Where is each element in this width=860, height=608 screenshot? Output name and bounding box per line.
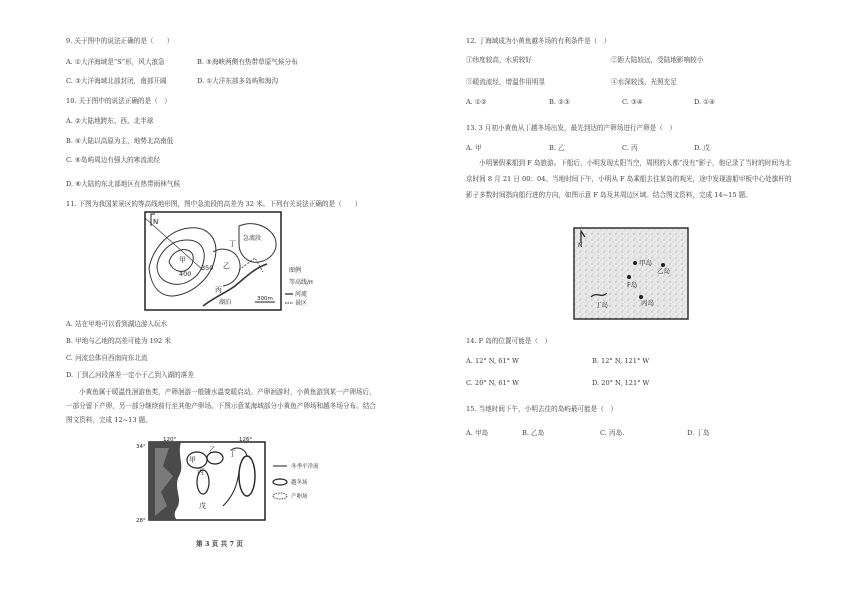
q12-stem: 12. 丁海域成为小黄鱼越冬场的有利条件是（ ） [466,37,611,45]
map14-north-label: N [578,242,583,249]
q9-option-d: D. ①大洋东部多岛屿和海沟 [197,77,279,85]
q15-option-b: B. 乙岛 [522,429,545,437]
q12-option-b: B. ②③ [549,98,570,106]
map12-bing: 丙 [197,468,204,476]
q11-option-c: C. 河流总体自西南向东北流 [66,354,148,362]
q10-option-c: C. ⑥岛屿周边有强大的寒流流经 [66,156,161,164]
q10-option-b: B. ④大陆以高原为主，地势北高南低 [66,137,174,145]
map11-350-label: 350 [201,264,214,272]
q13-option-b: B. 乙 [549,144,565,152]
map11-legend-river: 河流 [295,291,308,298]
map11-jia-label: 甲 [179,256,186,264]
intro-14-15: 小明暑假乘船到 F 岛旅游。下船后，小明发现太阳当空，周围的人都“没有”影子，他记录了当时的时间为北京时间 8 月 21 日 00：04。当地时间下午，小明从 F 岛乘船去往某岛的观光，途中发现游船甲板中心处旗杆的影子多数时间指向船行进的方向，如图示意 F 岛及其周边区域。结合图文资料，完成 14~15 题。 [466,159,792,199]
q9-stem: 9. 关于图中的说法正确的是（ ） [66,37,174,45]
q14-stem: 14. F 岛的位置可能是（ ） [466,337,552,345]
q12-option-a: A. ①② [466,98,487,106]
q10-stem: 10. 关于图中的说法正确的是（ ） [66,97,171,105]
q14-option-a: A. 12° N, 61° W [466,357,519,365]
map14-bing-label: 丙岛 [641,299,654,307]
map14-jia-label: 甲岛 [639,259,652,267]
q13-option-a: A. 甲 [466,144,482,152]
intro-12-13: 小黄鱼属于暖温性洄游鱼类，产卵洄游一般随水温变暖启动。产卵洄游时，小黄鱼游到某一产卵场后，一部分留下产卵，另一部分继续前行至其他产卵场。下图示意某海域部分小黄鱼产卵场和越冬场分布。结合图文资料，完成 12~13 题。 [66,388,376,424]
q12-opt4: ④水深较浅，光照充足 [611,78,677,86]
q9-option-c: C. ③大洋海域北部封闭，南部开阔 [66,77,167,85]
q12-opt1: ①纬度较高，水质较好 [466,56,532,64]
q14-option-c: C. 20° N, 61° W [466,379,519,387]
map12-lon2: 126° [239,437,253,443]
q10-option-d: D. ⑥大陆的东北部地区有热带雨林气候 [66,180,181,188]
map12-lon1: 120° [163,437,177,443]
q9-option-a: A. ①大洋海域是“S”形，风大浪急 [66,58,165,66]
q14-option-d: D. 20° N, 121° W [592,379,650,387]
map11-north-label: N [153,218,159,226]
map12-legend-2: 越冬场 [291,480,308,486]
q14-option-b: B. 12° N, 121° W [592,357,650,365]
q13-option-d: D. 戊 [694,144,710,152]
q11-option-b: B. 甲地与乙地的高差可能为 192 米 [66,337,171,345]
map14-ding-label: 丁岛 [595,301,608,309]
q12-fish-map [133,436,329,526]
q14-island-map [573,227,689,320]
q12-option-d: D. ①④ [694,98,716,106]
map11-ding-label: 丁 [229,240,236,248]
q13-stem: 13. 3 月初小黄鱼从丁越冬场出发，最先到达的产卵场进行产卵是（ ） [466,124,677,132]
q9-option-b: B. ⑤海峡两侧有热带草原气候分布 [197,58,298,66]
map11-legend-contour: 等高线/m [289,279,313,286]
q12-opt3: ③暖流流经，增温作用明显 [466,78,546,86]
q15-option-a: A. 甲岛 [466,429,489,437]
q10-option-a: A. ②大陆地跨东、西、北半球 [66,117,154,125]
map11-legend-title: 图例 [289,267,302,274]
map12-legend-1: 冬季平洋流 [291,464,319,470]
map12-wu: 戊 [199,502,206,510]
page-footer: 第 3 页 共 7 页 [196,540,244,548]
q11-option-a: A. 站在甲地可以看到湖边游人玩水 [66,320,168,328]
q11-stem: 11. 下图为我国某景区的等高线地形图，图中急流段的高差为 32 米。下列有关说法正确的是（ ） [66,200,362,208]
map12-lat2: 28° [136,518,146,524]
map11-400-label: 400 [179,270,192,278]
q12-option-c: C. ③④ [622,98,643,106]
map14-f-label: F岛 [627,281,638,289]
q15-stem: 15. 当地时间下午，小明去往的岛屿最可能是（ ） [466,405,618,413]
map12-legend-3: 产卵场 [291,494,308,500]
map11-lake-label: 湖泊 [219,299,232,306]
q15-option-c: C. 丙岛. [600,429,625,437]
q11-contour-map [143,210,313,313]
q12-opt2: ②距大陆较远，受陆地影响较小 [611,56,704,64]
q13-option-c: C. 丙 [622,144,638,152]
map11-bing-label: 丙 [215,286,222,294]
map12-yi: 乙 [209,446,216,454]
map11-rapid-label: 急流段 [243,235,262,242]
map11-yi-label: 乙 [223,262,230,270]
q11-option-d: D. 丁到乙河段落差一定小于乙到入湖的落差 [66,371,194,379]
map11-legend-path: 景区 [295,300,308,307]
map12-jia: 甲 [189,456,196,464]
map14-yi-label: 乙岛 [657,267,670,275]
q15-option-d: D. 丁岛 [687,429,710,437]
map12-lat1: 34° [136,444,146,450]
map12-ding: 丁 [229,450,236,458]
map11-scale-label: 300m [257,296,273,302]
